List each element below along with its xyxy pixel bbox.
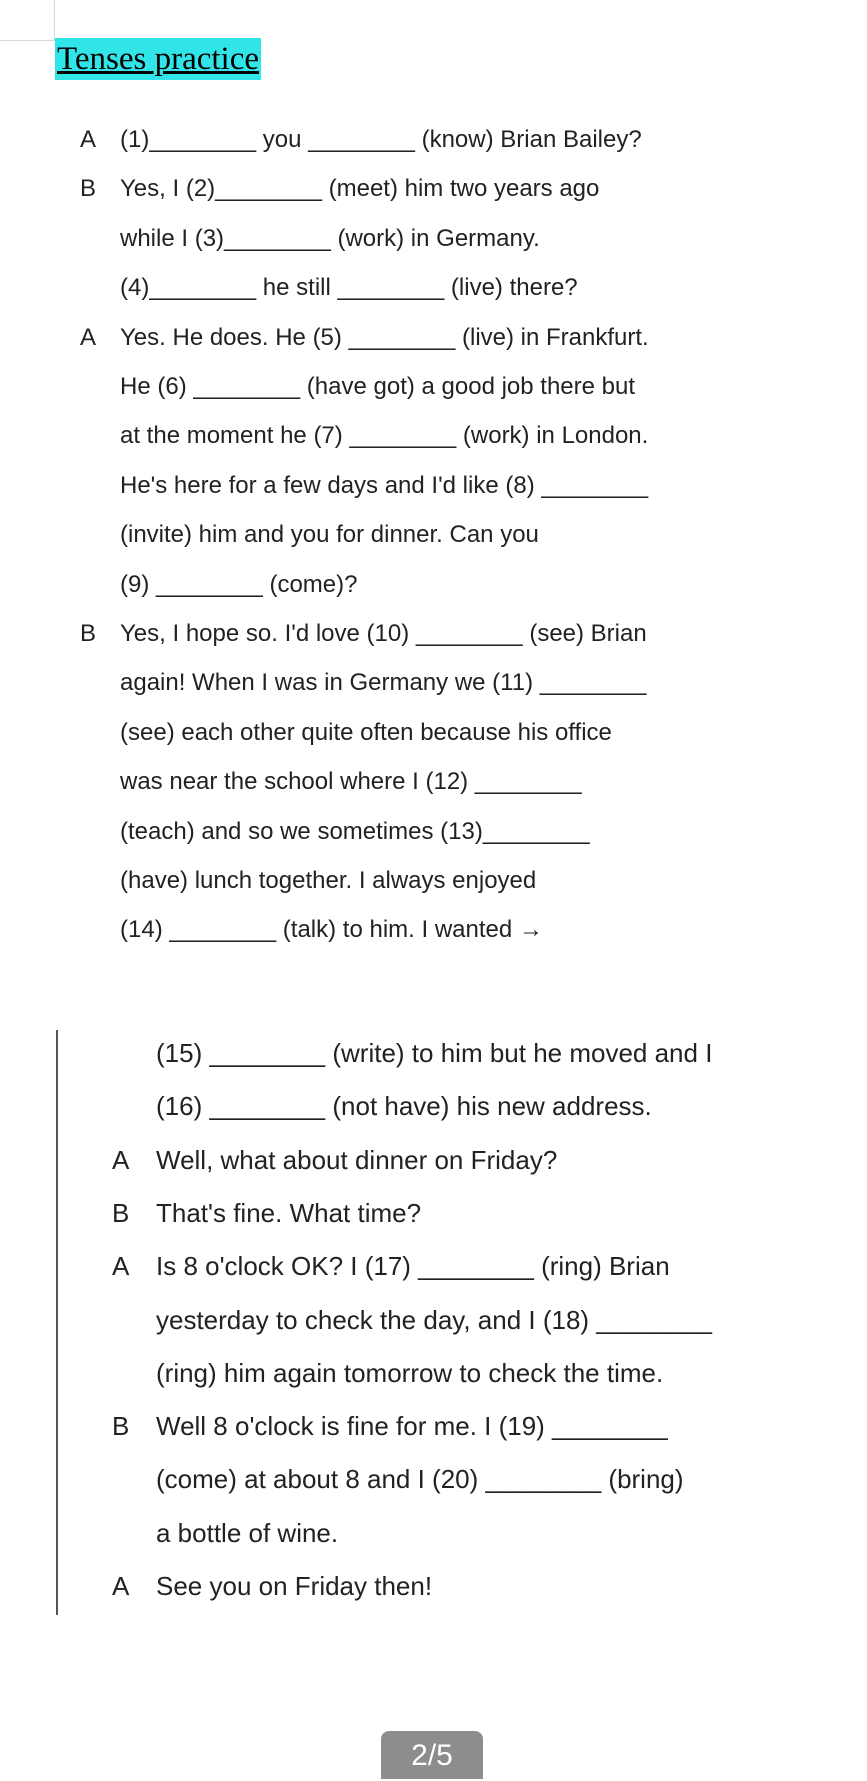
exercise-text: Is 8 o'clock OK? I (17) ________ (ring) Brian xyxy=(156,1251,670,1282)
speaker-label: B xyxy=(112,1411,130,1442)
speaker-label: B xyxy=(80,620,97,647)
exercise-text: Well, what about dinner on Friday? xyxy=(156,1144,558,1175)
page-corner-line xyxy=(54,0,55,40)
exercise-text: He's here for a few days and I'd like (8) ________ xyxy=(120,471,649,499)
exercise-text: (come) at about 8 and I (20) ________ (bring) xyxy=(156,1464,684,1495)
exercise-text: (14) ________ (talk) to him. I wanted → xyxy=(120,916,543,944)
exercise-text: (1)________ you ________ (know) Brian Bailey? xyxy=(120,126,642,153)
speaker-label: B xyxy=(80,175,97,203)
exercise-text: was near the school where I (12) ________ xyxy=(120,768,582,796)
speaker-label: A xyxy=(80,323,97,351)
exercise-text: (4)________ he still ________ (live) there? xyxy=(120,274,578,302)
speaker-label: A xyxy=(80,126,97,153)
page-indicator[interactable]: 2/5 xyxy=(381,1731,483,1779)
exercise-text: (teach) and so we sometimes (13)________ xyxy=(120,817,590,845)
exercise-text: while I (3)________ (work) in Germany. xyxy=(120,224,540,252)
exercise-text: Yes, I hope so. I'd love (10) ________ (see) Brian xyxy=(120,620,647,647)
exercise-text: yesterday to check the day, and I (18) ________ xyxy=(156,1304,712,1335)
exercise-text: (see) each other quite often because his office xyxy=(120,718,612,746)
exercise-text: (have) lunch together. I always enjoyed xyxy=(120,867,537,894)
exercise-text: (invite) him and you for dinner. Can you xyxy=(120,521,539,549)
exercise-text: That's fine. What time? xyxy=(156,1197,422,1228)
page-title: Tenses practice xyxy=(55,38,261,80)
exercise-text: (ring) him again tomorrow to check the time. xyxy=(156,1357,664,1388)
exercise-text: Well 8 o'clock is fine for me. I (19) ________ xyxy=(156,1411,668,1442)
exercise-text: Yes, I (2)________ (meet) him two years ago xyxy=(120,175,600,203)
speaker-label: A xyxy=(112,1571,130,1601)
exercise-text: Yes. He does. He (5) ________ (live) in Frankfurt. xyxy=(120,323,649,351)
page-corner-line xyxy=(0,40,55,41)
speaker-label: B xyxy=(112,1197,130,1228)
exercise-text: See you on Friday then! xyxy=(156,1571,433,1601)
speaker-label: A xyxy=(112,1144,130,1175)
exercise-text: at the moment he (7) ________ (work) in London. xyxy=(120,422,649,450)
exercise-text: (9) ________ (come)? xyxy=(120,570,358,598)
margin-bar xyxy=(56,1030,58,1615)
exercise-text: (16) ________ (not have) his new address. xyxy=(156,1091,652,1122)
exercise-text: He (6) ________ (have got) a good job there but xyxy=(120,373,636,400)
exercise-text: a bottle of wine. xyxy=(156,1517,339,1548)
speaker-label: A xyxy=(112,1251,130,1282)
exercise-text: (15) ________ (write) to him but he moved and I xyxy=(156,1038,713,1068)
exercise-text: again! When I was in Germany we (11) ________ xyxy=(120,669,647,697)
